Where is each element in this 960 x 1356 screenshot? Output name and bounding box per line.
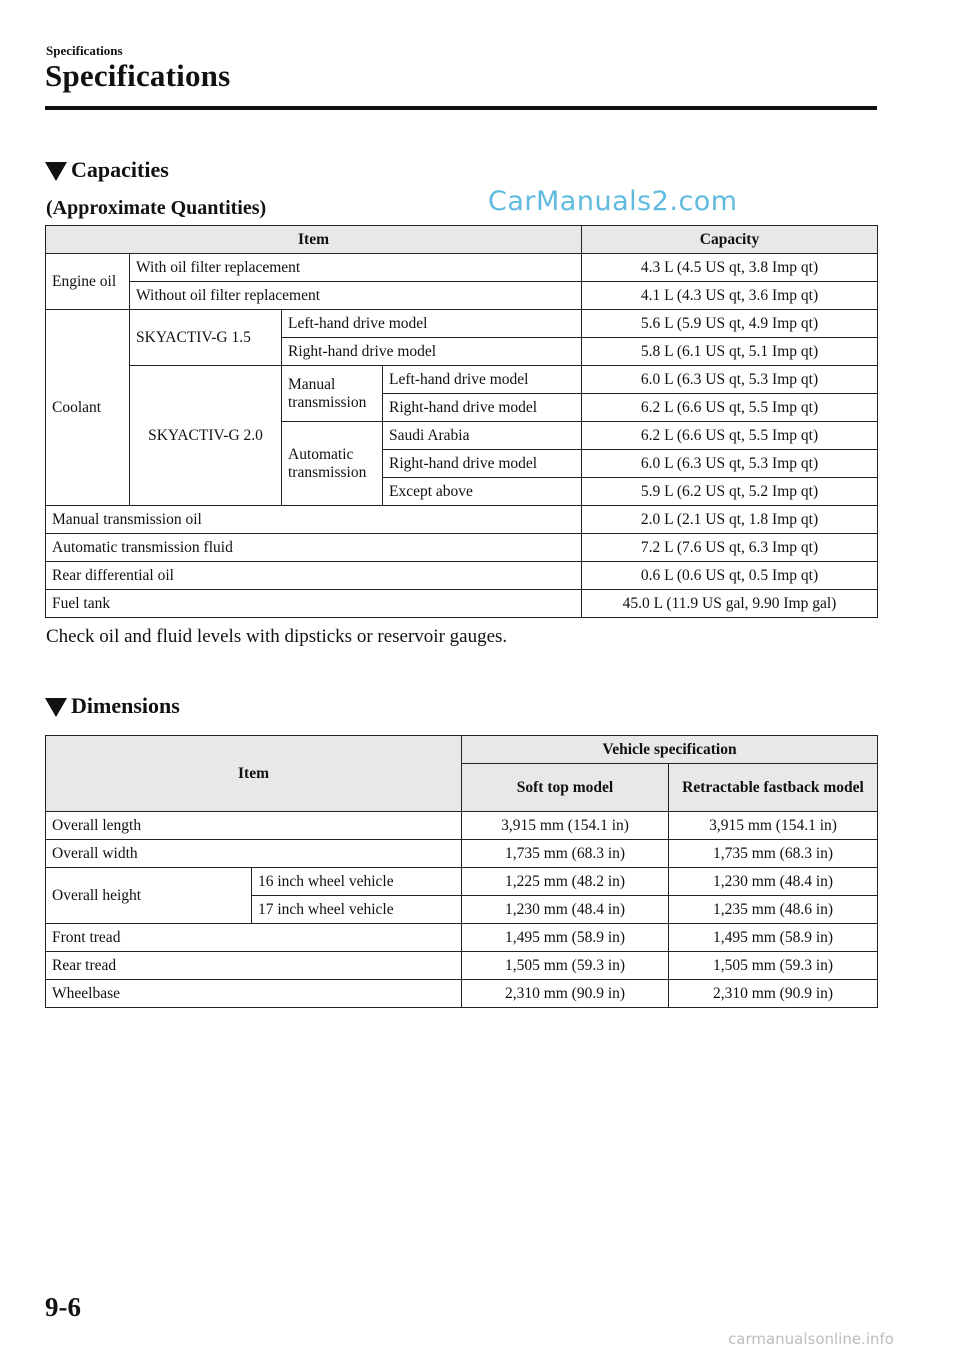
col-header-retractable-fastback: Retractable fastback model [669, 764, 878, 812]
row-capacity: 5.8 L (6.1 US qt, 5.1 Imp qt) [582, 338, 878, 366]
table-row [46, 590, 878, 618]
row-item: Fuel tank [46, 590, 582, 618]
row-item: Except above [383, 478, 582, 506]
row-item: Left-hand drive model [282, 310, 582, 338]
table-row [46, 980, 878, 1008]
row-item: With oil filter replacement [130, 254, 582, 282]
capacities-subheading: (Approximate Quantities) [46, 197, 267, 219]
table-row [46, 254, 878, 282]
watermark-bottom: carmanualsonline.info [728, 1330, 894, 1348]
table-header-row [46, 226, 878, 254]
page-number: 9-6 [45, 1292, 81, 1322]
row-item: Wheelbase [46, 980, 462, 1008]
dimensions-table [45, 735, 878, 1008]
row-soft-top: 1,495 mm (58.9 in) [462, 924, 669, 952]
row-soft-top: 1,225 mm (48.2 in) [462, 868, 669, 896]
row-item: Manual transmission oil [46, 506, 582, 534]
page-title: Specifications [45, 58, 231, 93]
dimensions-heading [45, 693, 180, 719]
table-row [46, 812, 878, 840]
row-soft-top: 1,735 mm (68.3 in) [462, 840, 669, 868]
col-header-item: Item [46, 736, 462, 812]
fluid-check-note: Check oil and fluid levels with dipsticks or reservoir gauges. [46, 626, 508, 647]
row-rf: 1,735 mm (68.3 in) [669, 840, 878, 868]
row-capacity: 6.2 L (6.6 US qt, 5.5 Imp qt) [582, 422, 878, 450]
capacities-heading-text: Capacities [71, 157, 169, 182]
overall-height-label: Overall height [46, 868, 252, 924]
col-header-soft-top: Soft top model [462, 764, 669, 812]
title-rule [45, 106, 877, 110]
row-item: Rear differential oil [46, 562, 582, 590]
row-capacity: 0.6 L (0.6 US qt, 0.5 Imp qt) [582, 562, 878, 590]
row-capacity: 4.1 L (4.3 US qt, 3.6 Imp qt) [582, 282, 878, 310]
g20-label: SKYACTIV-G 2.0 [130, 366, 282, 506]
watermark-top: CarManuals2.com [488, 186, 738, 217]
table-row [46, 868, 878, 896]
table-row [46, 562, 878, 590]
row-rf: 3,915 mm (154.1 in) [669, 812, 878, 840]
table-row [46, 506, 878, 534]
row-item: 17 inch wheel vehicle [252, 896, 462, 924]
row-item: Automatic transmission fluid [46, 534, 582, 562]
table-header-row [46, 736, 878, 764]
table-row [46, 282, 878, 310]
capacities-heading [45, 157, 169, 183]
row-item: Without oil filter replacement [130, 282, 582, 310]
col-header-item: Item [46, 226, 582, 254]
row-capacity: 6.0 L (6.3 US qt, 5.3 Imp qt) [582, 450, 878, 478]
row-item: Rear tread [46, 952, 462, 980]
row-item: Overall width [46, 840, 462, 868]
table-row [46, 534, 878, 562]
row-rf: 2,310 mm (90.9 in) [669, 980, 878, 1008]
row-capacity: 7.2 L (7.6 US qt, 6.3 Imp qt) [582, 534, 878, 562]
row-capacity: 6.2 L (6.6 US qt, 5.5 Imp qt) [582, 394, 878, 422]
row-capacity: 4.3 L (4.5 US qt, 3.8 Imp qt) [582, 254, 878, 282]
row-soft-top: 1,505 mm (59.3 in) [462, 952, 669, 980]
row-capacity: 5.6 L (5.9 US qt, 4.9 Imp qt) [582, 310, 878, 338]
running-head: Specifications [46, 43, 123, 58]
g15-label: SKYACTIV-G 1.5 [130, 310, 282, 366]
automatic-transmission-label: Automatic transmission [282, 422, 383, 506]
row-item: Overall length [46, 812, 462, 840]
table-row [46, 952, 878, 980]
row-soft-top: 1,230 mm (48.4 in) [462, 896, 669, 924]
table-row [46, 366, 878, 394]
table-row [46, 840, 878, 868]
row-rf: 1,235 mm (48.6 in) [669, 896, 878, 924]
triangle-down-icon [45, 162, 67, 181]
triangle-down-icon [45, 698, 67, 717]
col-header-capacity: Capacity [582, 226, 878, 254]
row-item: Saudi Arabia [383, 422, 582, 450]
manual-transmission-label: Manual transmission [282, 366, 383, 422]
row-item: Right-hand drive model [383, 450, 582, 478]
row-soft-top: 2,310 mm (90.9 in) [462, 980, 669, 1008]
row-item: Left-hand drive model [383, 366, 582, 394]
row-item: Right-hand drive model [282, 338, 582, 366]
table-row [46, 924, 878, 952]
row-capacity: 6.0 L (6.3 US qt, 5.3 Imp qt) [582, 366, 878, 394]
col-header-vehicle-spec: Vehicle specification [462, 736, 878, 764]
row-rf: 1,230 mm (48.4 in) [669, 868, 878, 896]
coolant-label: Coolant [46, 310, 130, 506]
capacities-table [45, 225, 878, 618]
row-item: 16 inch wheel vehicle [252, 868, 462, 896]
row-rf: 1,495 mm (58.9 in) [669, 924, 878, 952]
row-capacity: 2.0 L (2.1 US qt, 1.8 Imp qt) [582, 506, 878, 534]
row-item: Right-hand drive model [383, 394, 582, 422]
engine-oil-label: Engine oil [46, 254, 130, 310]
row-rf: 1,505 mm (59.3 in) [669, 952, 878, 980]
row-capacity: 5.9 L (6.2 US qt, 5.2 Imp qt) [582, 478, 878, 506]
row-item: Front tread [46, 924, 462, 952]
row-capacity: 45.0 L (11.9 US gal, 9.90 Imp gal) [582, 590, 878, 618]
table-row [46, 310, 878, 338]
row-soft-top: 3,915 mm (154.1 in) [462, 812, 669, 840]
dimensions-heading-text: Dimensions [71, 693, 180, 718]
